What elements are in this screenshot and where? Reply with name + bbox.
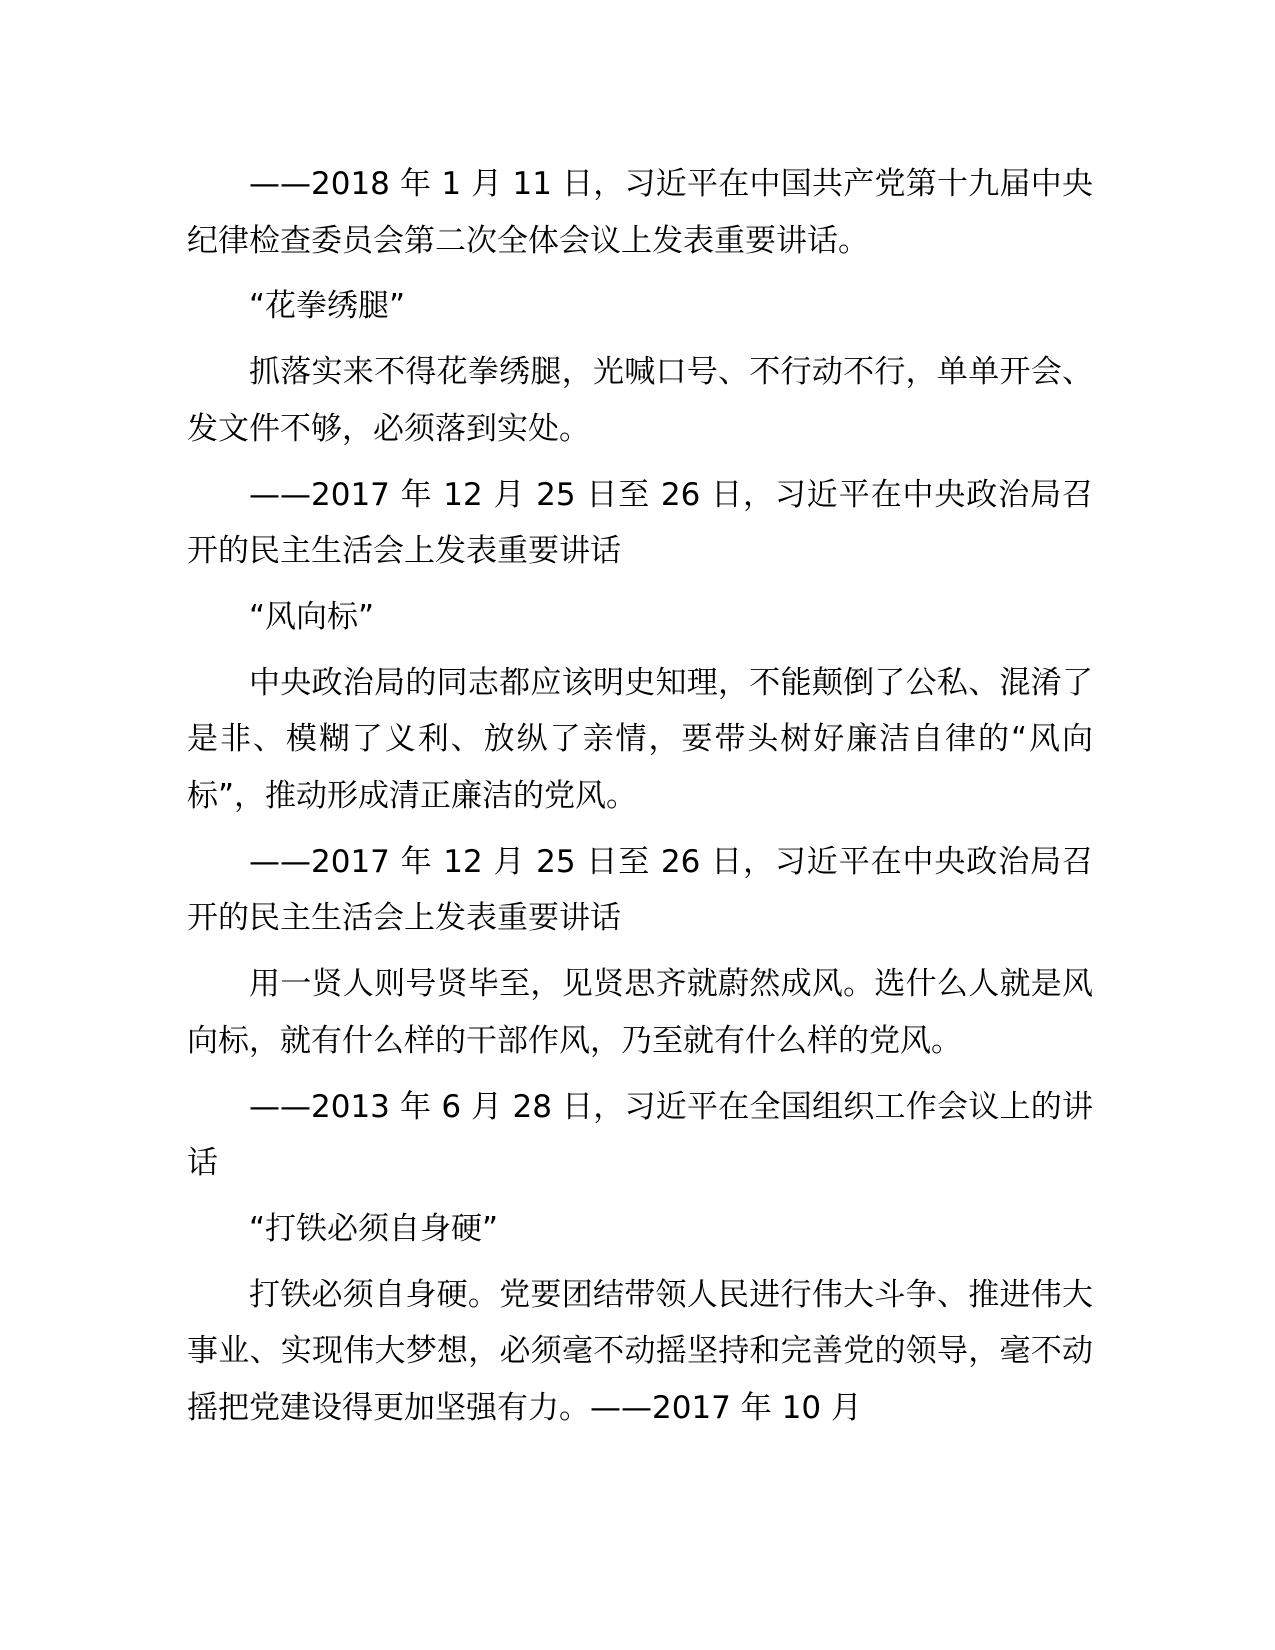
- paragraph-source-2018-01-11: ——2018 年 1 月 11 日，习近平在中国共产党第十九届中央纪律检查委员会第二次全体会议上发表重要讲话。: [187, 166, 1093, 259]
- paragraph-source-2013-06-28: ——2013 年 6 月 28 日，习近平在全国组织工作会议上的讲话: [187, 1088, 1093, 1182]
- paragraph-quote-feng-xiang-biao: 中央政治局的同志都应该明史知理，不能颠倒了公私、混淆了是非、模糊了义利、放纵了亲情，要带头树好廉洁自律的“风向标”，推动形成清正廉洁的党风。: [187, 664, 1093, 815]
- heading-hua-quan-xiu-tui: “花拳绣腿”: [249, 288, 406, 325]
- paragraph-source-2017-12-25-a: ——2017 年 12 月 25 日至 26 日，习近平在中央政治局召开的民主生活会上发表重要讲话: [187, 476, 1093, 570]
- heading-da-tie-bi-xu-zi-shen-ying: “打铁必须自身硬”: [249, 1210, 499, 1247]
- heading-feng-xiang-biao: “风向标”: [249, 598, 375, 635]
- document-body: [187, 156, 1093, 1437]
- paragraph-quote-hua-quan-xiu-tui: 抓落实来不得花拳绣腿，光喊口号、不行动不行，单单开会、发文件不够，必须落到实处。: [187, 354, 1093, 447]
- paragraph-quote-xian-ren: 用一贤人则号贤毕至，见贤思齐就蔚然成风。选什么人就是风向标，就有什么样的干部作风，乃至就有什么样的党风。: [187, 966, 1093, 1059]
- paragraph-source-2017-12-25-b: ——2017 年 12 月 25 日至 26 日，习近平在中央政治局召开的民主生活会上发表重要讲话: [187, 843, 1093, 937]
- paragraph-quote-da-tie: 打铁必须自身硬。党要团结带领人民进行伟大斗争、推进伟大事业、实现伟大梦想，必须毫不动摇坚持和完善党的领导，毫不动摇把党建设得更加坚强有力。——2017 年 10 月: [187, 1276, 1093, 1427]
